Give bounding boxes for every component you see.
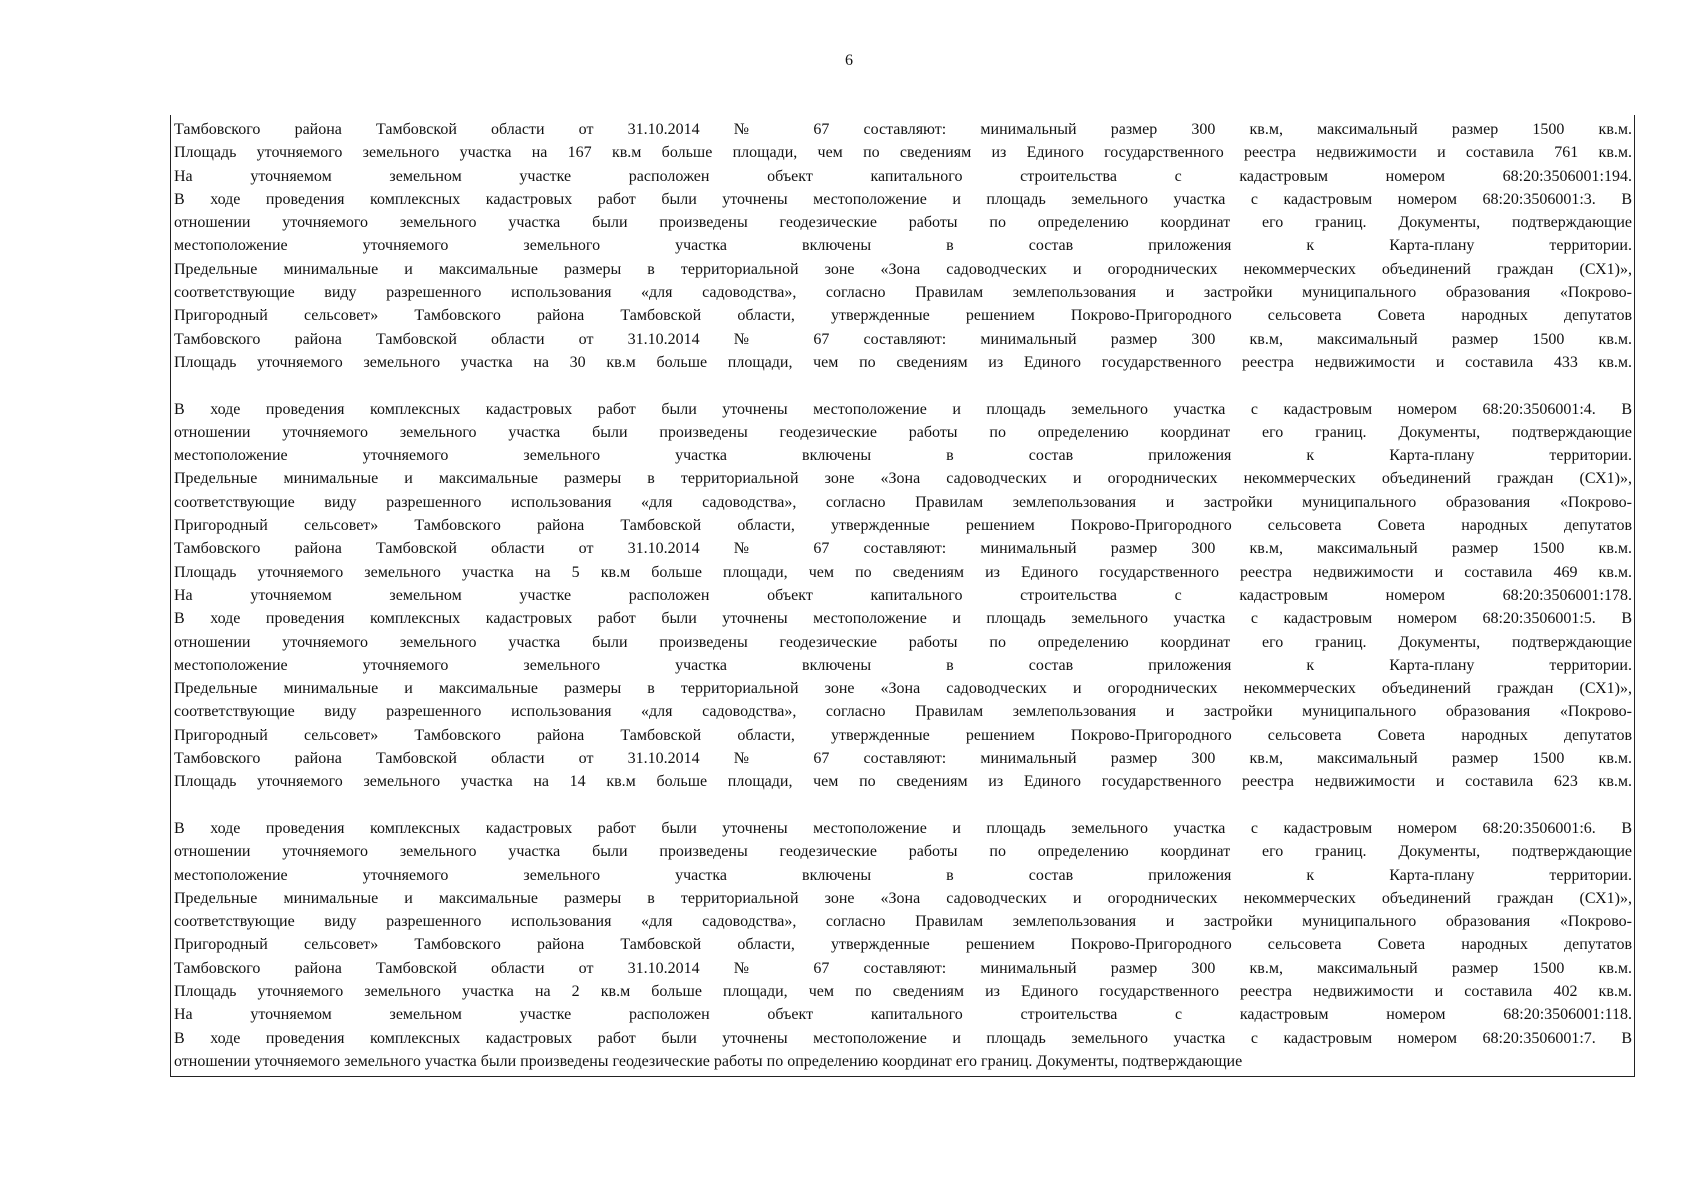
text-line: Площадь уточняемого земельного участка на 14 кв.м больше площади, чем по сведениям из Единого государственного реестра недвижимости и составила 623 кв.м. [174,773,1632,791]
text-line: На уточняемом земельном участке расположен объект капитального строительства с кадастровым номером 68:20:3506001:194. [174,167,1632,185]
text-line: местоположение уточняемого земельного участка включены в состав приложения к Карта-плану территории. [174,237,1632,255]
text-line: Площадь уточняемого земельного участка на 2 кв.м больше площади, чем по сведениям из Единого государственного реестра недвижимости и составила 402 кв.м. [174,982,1632,1000]
text-line: Площадь уточняемого земельного участка на 5 кв.м больше площади, чем по сведениям из Единого государственного реестра недвижимости и составила 469 кв.м. [174,563,1632,581]
text-line: В ходе проведения комплексных кадастровых работ были уточнены местоположение и площадь земельного участка с кадастровым номером 68:20:3506001:6. В [174,819,1632,837]
text-line: Тамбовского района Тамбовской области от 31.10.2014 № 67 составляют: минимальный размер 300 кв.м, максимальный размер 1500 кв.м. [174,330,1632,348]
text-line: отношении уточняемого земельного участка были произведены геодезические работы по определению координат его границ. Документы, подтверждающие [174,214,1632,232]
text-line: соответствующие виду разрешенного использования «для садоводства», согласно Правилам землепользования и застройки муниципального образования «Покрово- [174,284,1632,302]
text-line: отношении уточняемого земельного участка были произведены геодезические работы по определению координат его границ. Документы, подтверждающие [174,1052,1243,1070]
text-line: местоположение уточняемого земельного участка включены в состав приложения к Карта-плану территории. [174,656,1632,674]
text-line: соответствующие виду разрешенного использования «для садоводства», согласно Правилам землепользования и застройки муниципального образования «Покрово- [174,703,1632,721]
text-line: В ходе проведения комплексных кадастровых работ были уточнены местоположение и площадь земельного участка с кадастровым номером 68:20:3506001:4. В [174,400,1632,418]
text-line: местоположение уточняемого земельного участка включены в состав приложения к Карта-плану территории. [174,447,1632,465]
text-line: Пригородный сельсовет» Тамбовского района Тамбовской области, утвержденные решением Покрово-Пригородного сельсовета Совета народных депутатов [174,517,1632,535]
text-line: Тамбовского района Тамбовской области от 31.10.2014 № 67 составляют: минимальный размер 300 кв.м, максимальный размер 1500 кв.м. [174,540,1632,558]
paragraph-gap [174,374,1632,397]
text-line: соответствующие виду разрешенного использования «для садоводства», согласно Правилам землепользования и застройки муниципального образования «Покрово- [174,493,1632,511]
paragraph-gap [174,794,1632,817]
text-line: На уточняемом земельном участке расположен объект капитального строительства с кадастровым номером 68:20:3506001:178. [174,586,1632,604]
text-line: Предельные минимальные и максимальные размеры в территориальной зоне «Зона садоводческих и огороднических некоммерческих объединений граждан (СХ1)», [174,470,1632,488]
text-line: В ходе проведения комплексных кадастровых работ были уточнены местоположение и площадь земельного участка с кадастровым номером 68:20:3506001:7. В [174,1029,1632,1047]
text-line: Пригородный сельсовет» Тамбовского района Тамбовской области, утвержденные решением Покрово-Пригородного сельсовета Совета народных депутатов [174,726,1632,744]
text-line: Тамбовского района Тамбовской области от 31.10.2014 № 67 составляют: минимальный размер 300 кв.м, максимальный размер 1500 кв.м. [174,121,1632,138]
text-line: В ходе проведения комплексных кадастровых работ были уточнены местоположение и площадь земельного участка с кадастровым номером 68:20:3506001:3. В [174,190,1632,208]
text-line: отношении уточняемого земельного участка были произведены геодезические работы по определению координат его границ. Документы, подтверждающие [174,423,1632,441]
text-line: Пригородный сельсовет» Тамбовского района Тамбовской области, утвержденные решением Покрово-Пригородного сельсовета Совета народных депутатов [174,936,1632,954]
text-line: Тамбовского района Тамбовской области от 31.10.2014 № 67 составляют: минимальный размер 300 кв.м, максимальный размер 1500 кв.м. [174,959,1632,977]
text-line: Тамбовского района Тамбовской области от 31.10.2014 № 67 составляют: минимальный размер 300 кв.м, максимальный размер 1500 кв.м. [174,750,1632,768]
text-block-1 [174,118,1632,374]
text-line: Площадь уточняемого земельного участка на 30 кв.м больше площади, чем по сведениям из Единого государственного реестра недвижимости и составила 433 кв.м. [174,353,1632,371]
text-line: соответствующие виду разрешенного использования «для садоводства», согласно Правилам землепользования и застройки муниципального образования «Покрово- [174,913,1632,931]
text-block-3 [174,817,1632,1073]
text-line: Предельные минимальные и максимальные размеры в территориальной зоне «Зона садоводческих и огороднических некоммерческих объединений граждан (СХ1)», [174,889,1632,907]
document-text-frame [170,115,1635,1077]
page-number: 6 [845,52,853,69]
text-line: отношении уточняемого земельного участка были произведены геодезические работы по определению координат его границ. Документы, подтверждающие [174,843,1632,861]
text-block-2 [174,398,1632,794]
text-line: Пригородный сельсовет» Тамбовского района Тамбовской области, утвержденные решением Покрово-Пригородного сельсовета Совета народных депутатов [174,307,1632,325]
text-line: Предельные минимальные и максимальные размеры в территориальной зоне «Зона садоводческих и огороднических некоммерческих объединений граждан (СХ1)», [174,680,1632,698]
text-line: Площадь уточняемого земельного участка на 167 кв.м больше площади, чем по сведениям из Единого государственного реестра недвижимости и составила 761 кв.м. [174,144,1632,162]
text-line: отношении уточняемого земельного участка были произведены геодезические работы по определению координат его границ. Документы, подтверждающие [174,633,1632,651]
text-line: В ходе проведения комплексных кадастровых работ были уточнены местоположение и площадь земельного участка с кадастровым номером 68:20:3506001:5. В [174,610,1632,628]
text-line: На уточняемом земельном участке расположен объект капитального строительства с кадастровым номером 68:20:3506001:118. [174,1006,1632,1024]
text-line: местоположение уточняемого земельного участка включены в состав приложения к Карта-плану территории. [174,866,1632,884]
text-line: Предельные минимальные и максимальные размеры в территориальной зоне «Зона садоводческих и огороднических некоммерческих объединений граждан (СХ1)», [174,260,1632,278]
